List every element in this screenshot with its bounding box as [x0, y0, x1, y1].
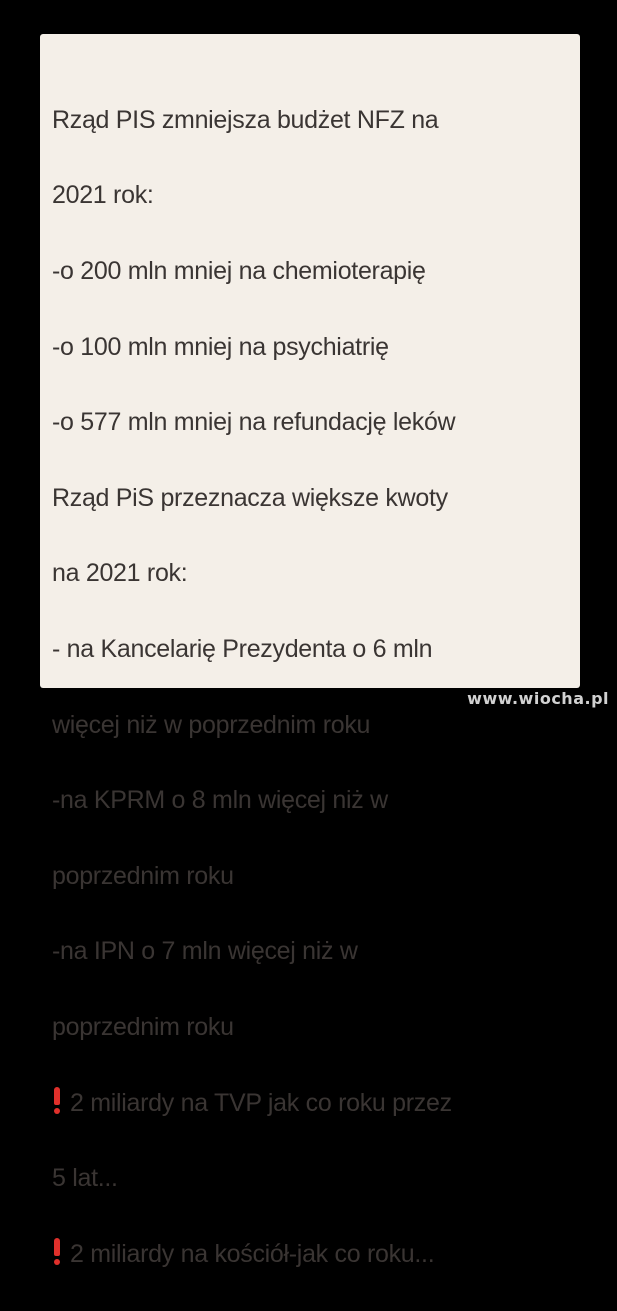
exclamation-dot: [54, 1108, 60, 1114]
post-line-with-icon: [52, 1236, 558, 1274]
post-line: więcej niż w poprzednim roku: [52, 710, 371, 739]
post-line: -o 577 mln mniej na refundację leków: [52, 408, 456, 437]
exclamation-dot: [54, 1259, 60, 1265]
post-line: -o 200 mln mniej na chemioterapię: [52, 256, 426, 285]
post-line: 2021 rok:: [52, 181, 154, 210]
post-line: 5 lat...: [52, 1164, 118, 1193]
post-line: poprzednim roku: [52, 861, 234, 890]
red-exclamation-icon: [52, 1087, 62, 1115]
post-line: -o 100 mln mniej na psychiatrię: [52, 332, 389, 361]
post-line: - na Kancelarię Prezydenta o 6 mln: [52, 634, 433, 663]
post-line: na 2021 rok:: [52, 559, 188, 588]
red-exclamation-icon: [52, 1238, 62, 1266]
post-line-with-icon: [52, 1085, 558, 1123]
exclamation-bar: [54, 1087, 60, 1105]
post-line-text: 2 miliardy na kościół-jak co roku...: [70, 1239, 435, 1268]
post-line: -na KPRM o 8 mln więcej niż w: [52, 786, 388, 815]
post-line: Rząd PIS zmniejsza budżet NFZ na: [52, 105, 439, 134]
post-line: -na IPN o 7 mln więcej niż w: [52, 937, 358, 966]
post-line: poprzednim roku: [52, 1012, 234, 1041]
exclamation-bar: [54, 1238, 60, 1256]
post-line: Rząd PiS przeznacza większe kwoty: [52, 483, 448, 512]
post-line-text: 2 miliardy na TVP jak co roku przez: [70, 1088, 452, 1117]
site-watermark: www.wiocha.pl: [467, 689, 609, 708]
post-text: [52, 64, 558, 1311]
